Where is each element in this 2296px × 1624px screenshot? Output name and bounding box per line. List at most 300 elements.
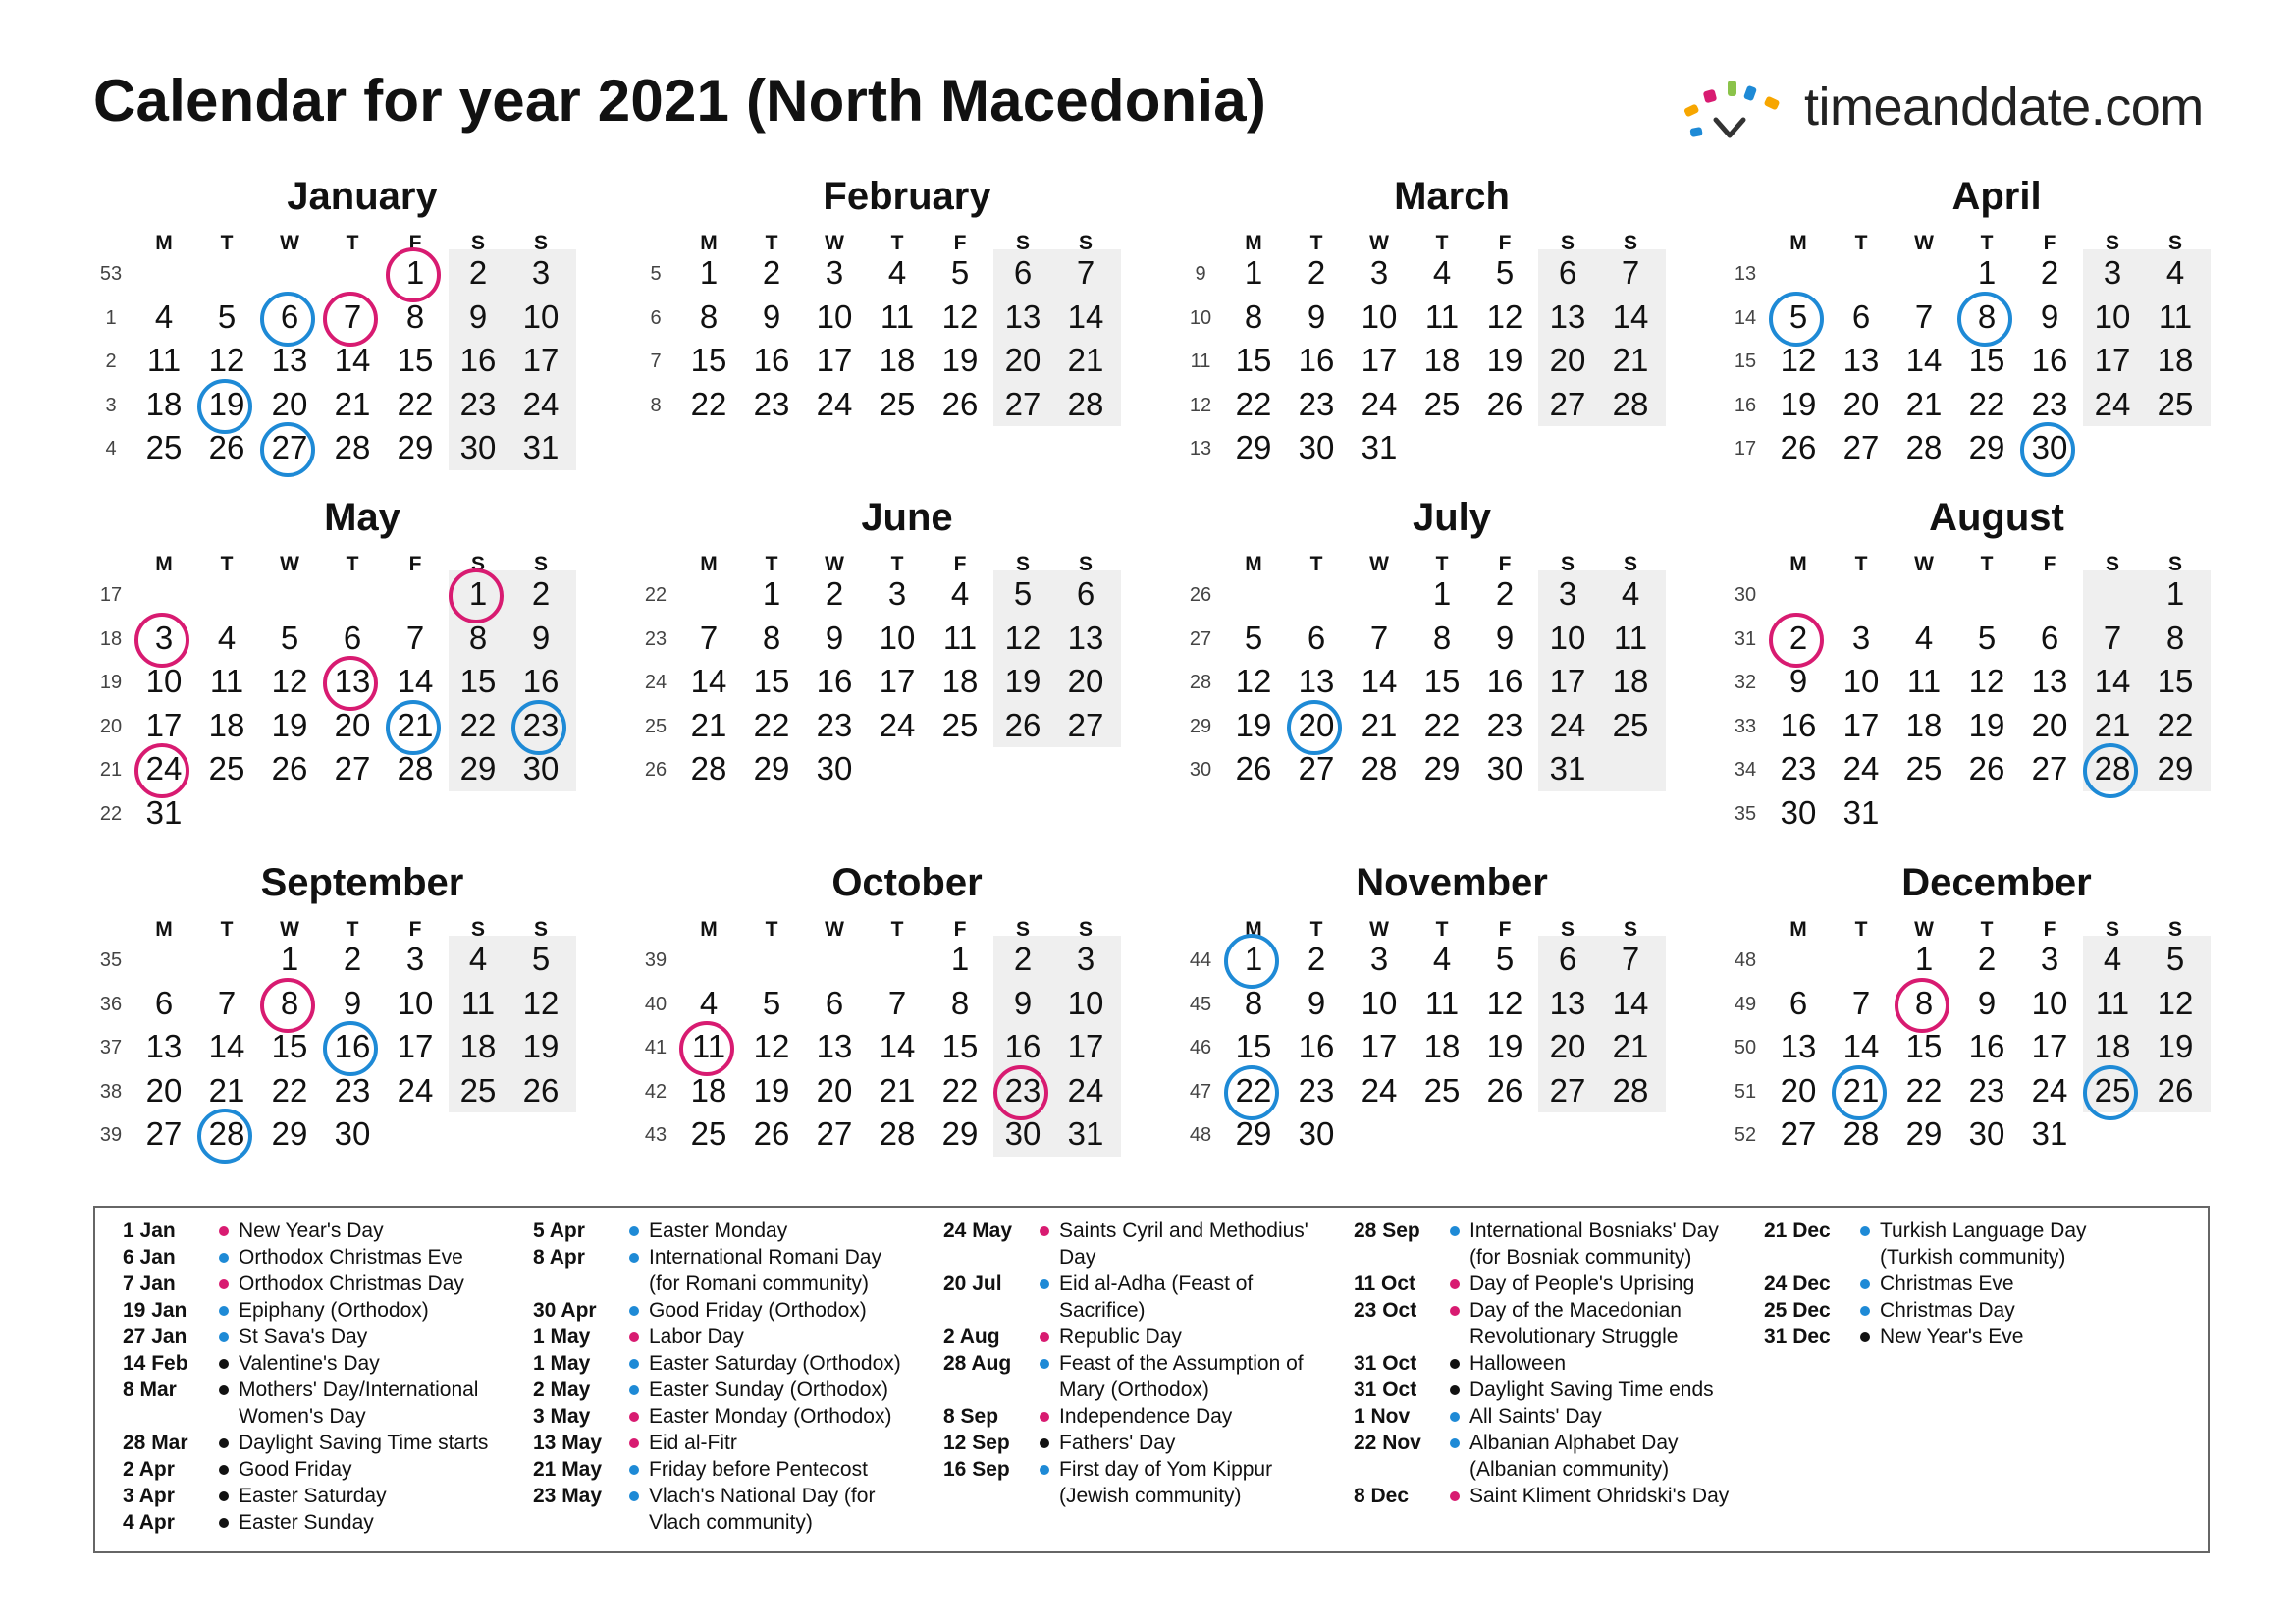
day-cell[interactable]: 3: [887, 575, 907, 612]
day-cell[interactable]: 16: [753, 342, 790, 379]
day-cell[interactable]: 2: [1789, 619, 1808, 656]
day-cell[interactable]: 18: [1423, 1028, 1461, 1065]
day-cell[interactable]: 22: [690, 385, 727, 422]
day-cell[interactable]: 5: [1495, 941, 1515, 977]
day-cell[interactable]: 20: [1067, 663, 1104, 700]
day-cell[interactable]: 22: [271, 1071, 308, 1109]
day-cell[interactable]: 11: [1424, 984, 1460, 1021]
day-cell[interactable]: 13: [1549, 298, 1586, 335]
day-cell[interactable]: 12: [2157, 984, 2194, 1021]
day-cell[interactable]: 24: [522, 385, 560, 422]
day-cell[interactable]: 25: [879, 385, 916, 422]
day-cell[interactable]: 1: [1244, 254, 1263, 291]
day-cell[interactable]: 28: [1905, 429, 1943, 466]
day-cell[interactable]: 29: [2157, 750, 2194, 787]
day-cell[interactable]: 23: [1298, 385, 1335, 422]
day-cell[interactable]: 2: [1013, 941, 1033, 977]
day-cell[interactable]: 16: [1298, 342, 1335, 379]
day-cell[interactable]: 15: [1235, 1028, 1272, 1065]
day-cell[interactable]: 22: [1423, 706, 1461, 743]
day-cell[interactable]: 2: [1307, 941, 1326, 977]
day-cell[interactable]: 22: [459, 706, 497, 743]
day-cell[interactable]: 23: [1486, 706, 1523, 743]
day-cell[interactable]: 9: [2040, 298, 2059, 335]
day-cell[interactable]: 26: [522, 1071, 560, 1109]
day-cell[interactable]: 13: [1780, 1028, 1817, 1065]
day-cell[interactable]: 7: [217, 984, 237, 1021]
day-cell[interactable]: 29: [753, 750, 790, 787]
day-cell[interactable]: 3: [1851, 619, 1871, 656]
day-cell[interactable]: 9: [531, 619, 551, 656]
day-cell[interactable]: 16: [459, 342, 497, 379]
day-cell[interactable]: 25: [1423, 1071, 1461, 1109]
day-cell[interactable]: 26: [753, 1115, 790, 1153]
day-cell[interactable]: 25: [2157, 385, 2194, 422]
day-cell[interactable]: 19: [941, 342, 979, 379]
day-cell[interactable]: 17: [1361, 1028, 1398, 1065]
day-cell[interactable]: 6: [825, 984, 844, 1021]
day-cell[interactable]: 2: [2040, 254, 2059, 291]
day-cell[interactable]: 11: [460, 984, 496, 1021]
day-cell[interactable]: 5: [1244, 619, 1263, 656]
day-cell[interactable]: 8: [699, 298, 719, 335]
day-cell[interactable]: 8: [1244, 298, 1263, 335]
day-cell[interactable]: 15: [1905, 1028, 1943, 1065]
day-cell[interactable]: 4: [468, 941, 488, 977]
day-cell[interactable]: 4: [1432, 254, 1452, 291]
day-cell[interactable]: 10: [1842, 663, 1880, 700]
day-cell[interactable]: 4: [1621, 575, 1640, 612]
day-cell[interactable]: 12: [753, 1028, 790, 1065]
day-cell[interactable]: 18: [1905, 706, 1943, 743]
day-cell[interactable]: 2: [468, 254, 488, 291]
day-cell[interactable]: 27: [816, 1115, 853, 1153]
day-cell[interactable]: 22: [753, 706, 790, 743]
day-cell[interactable]: 5: [1789, 298, 1808, 335]
day-cell[interactable]: 4: [2165, 254, 2185, 291]
day-cell[interactable]: 14: [690, 663, 727, 700]
day-cell[interactable]: 16: [1968, 1028, 2005, 1065]
day-cell[interactable]: 18: [2094, 1028, 2131, 1065]
day-cell[interactable]: 10: [879, 619, 916, 656]
day-cell[interactable]: 11: [1424, 298, 1460, 335]
day-cell[interactable]: 6: [1076, 575, 1095, 612]
day-cell[interactable]: 4: [699, 984, 719, 1021]
day-cell[interactable]: 26: [1235, 750, 1272, 787]
day-cell[interactable]: 20: [145, 1071, 183, 1109]
day-cell[interactable]: 30: [459, 429, 497, 466]
day-cell[interactable]: 5: [950, 254, 970, 291]
day-cell[interactable]: 23: [2031, 385, 2068, 422]
day-cell[interactable]: 2: [1495, 575, 1515, 612]
day-cell[interactable]: 19: [753, 1071, 790, 1109]
day-cell[interactable]: 9: [762, 298, 781, 335]
day-cell[interactable]: 24: [2094, 385, 2131, 422]
day-cell[interactable]: 24: [1361, 1071, 1398, 1109]
day-cell[interactable]: 10: [522, 298, 560, 335]
day-cell[interactable]: 14: [1361, 663, 1398, 700]
day-cell[interactable]: 2: [1307, 254, 1326, 291]
day-cell[interactable]: 14: [1612, 984, 1649, 1021]
day-cell[interactable]: 24: [1842, 750, 1880, 787]
day-cell[interactable]: 18: [879, 342, 916, 379]
day-cell[interactable]: 14: [334, 342, 371, 379]
day-cell[interactable]: 19: [2157, 1028, 2194, 1065]
day-cell[interactable]: 28: [2094, 750, 2131, 787]
day-cell[interactable]: 8: [280, 984, 299, 1021]
day-cell[interactable]: 15: [1423, 663, 1461, 700]
day-cell[interactable]: 12: [1780, 342, 1817, 379]
day-cell[interactable]: 7: [1851, 984, 1871, 1021]
day-cell[interactable]: 30: [1486, 750, 1523, 787]
day-cell[interactable]: 20: [1780, 1071, 1817, 1109]
day-cell[interactable]: 18: [1612, 663, 1649, 700]
day-cell[interactable]: 18: [1423, 342, 1461, 379]
day-cell[interactable]: 7: [405, 619, 425, 656]
day-cell[interactable]: 17: [2031, 1028, 2068, 1065]
day-cell[interactable]: 22: [1968, 385, 2005, 422]
day-cell[interactable]: 11: [1613, 619, 1648, 656]
day-cell[interactable]: 30: [1004, 1115, 1041, 1153]
day-cell[interactable]: 6: [1789, 984, 1808, 1021]
day-cell[interactable]: 9: [1495, 619, 1515, 656]
day-cell[interactable]: 19: [1780, 385, 1817, 422]
day-cell[interactable]: 8: [405, 298, 425, 335]
day-cell[interactable]: 3: [154, 619, 174, 656]
day-cell[interactable]: 18: [690, 1071, 727, 1109]
day-cell[interactable]: 30: [1780, 794, 1817, 831]
day-cell[interactable]: 18: [145, 385, 183, 422]
day-cell[interactable]: 25: [208, 750, 245, 787]
day-cell[interactable]: 11: [2158, 298, 2193, 335]
day-cell[interactable]: 20: [271, 385, 308, 422]
day-cell[interactable]: 23: [522, 706, 560, 743]
day-cell[interactable]: 28: [690, 750, 727, 787]
day-cell[interactable]: 16: [522, 663, 560, 700]
day-cell[interactable]: 30: [1298, 429, 1335, 466]
day-cell[interactable]: 25: [459, 1071, 497, 1109]
day-cell[interactable]: 7: [887, 984, 907, 1021]
day-cell[interactable]: 6: [1558, 941, 1577, 977]
day-cell[interactable]: 30: [816, 750, 853, 787]
day-cell[interactable]: 15: [941, 1028, 979, 1065]
day-cell[interactable]: 13: [334, 663, 371, 700]
day-cell[interactable]: 29: [397, 429, 434, 466]
day-cell[interactable]: 17: [1067, 1028, 1104, 1065]
day-cell[interactable]: 26: [1004, 706, 1041, 743]
day-cell[interactable]: 28: [879, 1115, 916, 1153]
day-cell[interactable]: 29: [1235, 1115, 1272, 1153]
day-cell[interactable]: 2: [1977, 941, 1997, 977]
day-cell[interactable]: 3: [531, 254, 551, 291]
day-cell[interactable]: 6: [1851, 298, 1871, 335]
day-cell[interactable]: 21: [1067, 342, 1104, 379]
day-cell[interactable]: 21: [2094, 706, 2131, 743]
day-cell[interactable]: 21: [1612, 342, 1649, 379]
day-cell[interactable]: 10: [1361, 984, 1398, 1021]
day-cell[interactable]: 8: [2165, 619, 2185, 656]
day-cell[interactable]: 3: [1558, 575, 1577, 612]
day-cell[interactable]: 26: [941, 385, 979, 422]
day-cell[interactable]: 20: [334, 706, 371, 743]
day-cell[interactable]: 9: [343, 984, 362, 1021]
day-cell[interactable]: 25: [941, 706, 979, 743]
day-cell[interactable]: 1: [1914, 941, 1934, 977]
day-cell[interactable]: 20: [1842, 385, 1880, 422]
day-cell[interactable]: 24: [145, 750, 183, 787]
day-cell[interactable]: 7: [1914, 298, 1934, 335]
day-cell[interactable]: 23: [1004, 1071, 1041, 1109]
day-cell[interactable]: 21: [397, 706, 434, 743]
day-cell[interactable]: 8: [950, 984, 970, 1021]
day-cell[interactable]: 16: [1298, 1028, 1335, 1065]
day-cell[interactable]: 5: [217, 298, 237, 335]
day-cell[interactable]: 13: [1298, 663, 1335, 700]
day-cell[interactable]: 10: [2094, 298, 2131, 335]
day-cell[interactable]: 10: [816, 298, 853, 335]
day-cell[interactable]: 26: [2157, 1071, 2194, 1109]
day-cell[interactable]: 18: [2157, 342, 2194, 379]
day-cell[interactable]: 1: [405, 254, 425, 291]
day-cell[interactable]: 17: [816, 342, 853, 379]
day-cell[interactable]: 27: [2031, 750, 2068, 787]
day-cell[interactable]: 2: [762, 254, 781, 291]
day-cell[interactable]: 21: [879, 1071, 916, 1109]
day-cell[interactable]: 12: [1235, 663, 1272, 700]
day-cell[interactable]: 17: [522, 342, 560, 379]
day-cell[interactable]: 24: [2031, 1071, 2068, 1109]
day-cell[interactable]: 25: [1423, 385, 1461, 422]
day-cell[interactable]: 16: [2031, 342, 2068, 379]
day-cell[interactable]: 17: [145, 706, 183, 743]
day-cell[interactable]: 14: [1905, 342, 1943, 379]
day-cell[interactable]: 31: [2031, 1115, 2068, 1153]
day-cell[interactable]: 17: [2094, 342, 2131, 379]
day-cell[interactable]: 10: [1549, 619, 1586, 656]
day-cell[interactable]: 9: [1307, 984, 1326, 1021]
day-cell[interactable]: 6: [1558, 254, 1577, 291]
day-cell[interactable]: 5: [531, 941, 551, 977]
day-cell[interactable]: 19: [208, 385, 245, 422]
day-cell[interactable]: 3: [1076, 941, 1095, 977]
day-cell[interactable]: 30: [1298, 1115, 1335, 1153]
day-cell[interactable]: 5: [280, 619, 299, 656]
day-cell[interactable]: 4: [2103, 941, 2122, 977]
day-cell[interactable]: 14: [1067, 298, 1104, 335]
day-cell[interactable]: 7: [1369, 619, 1389, 656]
day-cell[interactable]: 24: [1067, 1071, 1104, 1109]
day-cell[interactable]: 23: [1780, 750, 1817, 787]
day-cell[interactable]: 27: [1842, 429, 1880, 466]
day-cell[interactable]: 22: [941, 1071, 979, 1109]
day-cell[interactable]: 30: [522, 750, 560, 787]
day-cell[interactable]: 8: [762, 619, 781, 656]
day-cell[interactable]: 11: [691, 1028, 726, 1065]
day-cell[interactable]: 28: [334, 429, 371, 466]
day-cell[interactable]: 27: [145, 1115, 183, 1153]
day-cell[interactable]: 4: [887, 254, 907, 291]
day-cell[interactable]: 3: [2103, 254, 2122, 291]
day-cell[interactable]: 7: [2103, 619, 2122, 656]
day-cell[interactable]: 12: [1486, 984, 1523, 1021]
day-cell[interactable]: 29: [271, 1115, 308, 1153]
day-cell[interactable]: 31: [1067, 1115, 1104, 1153]
day-cell[interactable]: 15: [271, 1028, 308, 1065]
day-cell[interactable]: 20: [1549, 342, 1586, 379]
day-cell[interactable]: 24: [1549, 706, 1586, 743]
day-cell[interactable]: 28: [1067, 385, 1104, 422]
day-cell[interactable]: 11: [880, 298, 915, 335]
day-cell[interactable]: 27: [1780, 1115, 1817, 1153]
day-cell[interactable]: 12: [1004, 619, 1041, 656]
day-cell[interactable]: 10: [2031, 984, 2068, 1021]
day-cell[interactable]: 21: [690, 706, 727, 743]
day-cell[interactable]: 17: [1549, 663, 1586, 700]
day-cell[interactable]: 4: [217, 619, 237, 656]
day-cell[interactable]: 3: [1369, 254, 1389, 291]
day-cell[interactable]: 15: [2157, 663, 2194, 700]
day-cell[interactable]: 6: [343, 619, 362, 656]
day-cell[interactable]: 27: [271, 429, 308, 466]
day-cell[interactable]: 9: [1307, 298, 1326, 335]
day-cell[interactable]: 1: [2165, 575, 2185, 612]
day-cell[interactable]: 20: [1298, 706, 1335, 743]
day-cell[interactable]: 26: [1780, 429, 1817, 466]
day-cell[interactable]: 11: [1906, 663, 1942, 700]
day-cell[interactable]: 26: [208, 429, 245, 466]
day-cell[interactable]: 22: [397, 385, 434, 422]
day-cell[interactable]: 26: [1968, 750, 2005, 787]
day-cell[interactable]: 16: [334, 1028, 371, 1065]
day-cell[interactable]: 23: [1298, 1071, 1335, 1109]
day-cell[interactable]: 7: [699, 619, 719, 656]
day-cell[interactable]: 6: [1013, 254, 1033, 291]
day-cell[interactable]: 20: [2031, 706, 2068, 743]
day-cell[interactable]: 27: [1067, 706, 1104, 743]
day-cell[interactable]: 5: [762, 984, 781, 1021]
day-cell[interactable]: 12: [1968, 663, 2005, 700]
day-cell[interactable]: 13: [816, 1028, 853, 1065]
day-cell[interactable]: 20: [1004, 342, 1041, 379]
day-cell[interactable]: 9: [825, 619, 844, 656]
day-cell[interactable]: 15: [459, 663, 497, 700]
day-cell[interactable]: 26: [1486, 385, 1523, 422]
day-cell[interactable]: 17: [397, 1028, 434, 1065]
day-cell[interactable]: 10: [397, 984, 434, 1021]
day-cell[interactable]: 13: [1067, 619, 1104, 656]
day-cell[interactable]: 10: [145, 663, 183, 700]
day-cell[interactable]: 7: [343, 298, 362, 335]
day-cell[interactable]: 21: [1612, 1028, 1649, 1065]
day-cell[interactable]: 31: [1361, 429, 1398, 466]
day-cell[interactable]: 13: [271, 342, 308, 379]
day-cell[interactable]: 31: [145, 794, 183, 831]
day-cell[interactable]: 2: [531, 575, 551, 612]
day-cell[interactable]: 28: [1612, 1071, 1649, 1109]
day-cell[interactable]: 19: [1235, 706, 1272, 743]
day-cell[interactable]: 28: [397, 750, 434, 787]
day-cell[interactable]: 15: [397, 342, 434, 379]
day-cell[interactable]: 30: [2031, 429, 2068, 466]
day-cell[interactable]: 23: [1968, 1071, 2005, 1109]
day-cell[interactable]: 12: [1486, 298, 1523, 335]
day-cell[interactable]: 17: [1361, 342, 1398, 379]
day-cell[interactable]: 31: [1842, 794, 1880, 831]
day-cell[interactable]: 1: [699, 254, 719, 291]
day-cell[interactable]: 17: [879, 663, 916, 700]
day-cell[interactable]: 27: [1004, 385, 1041, 422]
day-cell[interactable]: 25: [690, 1115, 727, 1153]
day-cell[interactable]: 6: [2040, 619, 2059, 656]
day-cell[interactable]: 31: [522, 429, 560, 466]
day-cell[interactable]: 29: [1905, 1115, 1943, 1153]
day-cell[interactable]: 8: [1977, 298, 1997, 335]
day-cell[interactable]: 13: [1004, 298, 1041, 335]
day-cell[interactable]: 18: [459, 1028, 497, 1065]
day-cell[interactable]: 29: [941, 1115, 979, 1153]
day-cell[interactable]: 10: [1361, 298, 1398, 335]
day-cell[interactable]: 27: [1298, 750, 1335, 787]
day-cell[interactable]: 23: [753, 385, 790, 422]
day-cell[interactable]: 19: [522, 1028, 560, 1065]
day-cell[interactable]: 28: [1842, 1115, 1880, 1153]
day-cell[interactable]: 31: [1549, 750, 1586, 787]
day-cell[interactable]: 2: [343, 941, 362, 977]
day-cell[interactable]: 12: [941, 298, 979, 335]
day-cell[interactable]: 11: [209, 663, 244, 700]
day-cell[interactable]: 14: [1842, 1028, 1880, 1065]
day-cell[interactable]: 19: [1486, 342, 1523, 379]
day-cell[interactable]: 13: [145, 1028, 183, 1065]
day-cell[interactable]: 30: [334, 1115, 371, 1153]
day-cell[interactable]: 1: [950, 941, 970, 977]
day-cell[interactable]: 11: [2095, 984, 2130, 1021]
day-cell[interactable]: 24: [816, 385, 853, 422]
day-cell[interactable]: 7: [1621, 941, 1640, 977]
day-cell[interactable]: 3: [405, 941, 425, 977]
day-cell[interactable]: 4: [1432, 941, 1452, 977]
day-cell[interactable]: 22: [1235, 385, 1272, 422]
day-cell[interactable]: 28: [1612, 385, 1649, 422]
day-cell[interactable]: 3: [825, 254, 844, 291]
day-cell[interactable]: 8: [1914, 984, 1934, 1021]
day-cell[interactable]: 12: [208, 342, 245, 379]
day-cell[interactable]: 1: [1432, 575, 1452, 612]
day-cell[interactable]: 12: [522, 984, 560, 1021]
day-cell[interactable]: 30: [1968, 1115, 2005, 1153]
day-cell[interactable]: 13: [2031, 663, 2068, 700]
day-cell[interactable]: 29: [459, 750, 497, 787]
day-cell[interactable]: 11: [146, 342, 182, 379]
day-cell[interactable]: 21: [1842, 1071, 1880, 1109]
day-cell[interactable]: 14: [879, 1028, 916, 1065]
day-cell[interactable]: 5: [2165, 941, 2185, 977]
day-cell[interactable]: 25: [145, 429, 183, 466]
day-cell[interactable]: 25: [1612, 706, 1649, 743]
day-cell[interactable]: 14: [2094, 663, 2131, 700]
day-cell[interactable]: 11: [942, 619, 978, 656]
day-cell[interactable]: 25: [2094, 1071, 2131, 1109]
day-cell[interactable]: 2: [825, 575, 844, 612]
day-cell[interactable]: 8: [1244, 984, 1263, 1021]
day-cell[interactable]: 5: [1977, 619, 1997, 656]
day-cell[interactable]: 16: [1780, 706, 1817, 743]
day-cell[interactable]: 29: [1423, 750, 1461, 787]
day-cell[interactable]: 23: [459, 385, 497, 422]
day-cell[interactable]: 1: [1244, 941, 1263, 977]
day-cell[interactable]: 3: [2040, 941, 2059, 977]
day-cell[interactable]: 24: [879, 706, 916, 743]
